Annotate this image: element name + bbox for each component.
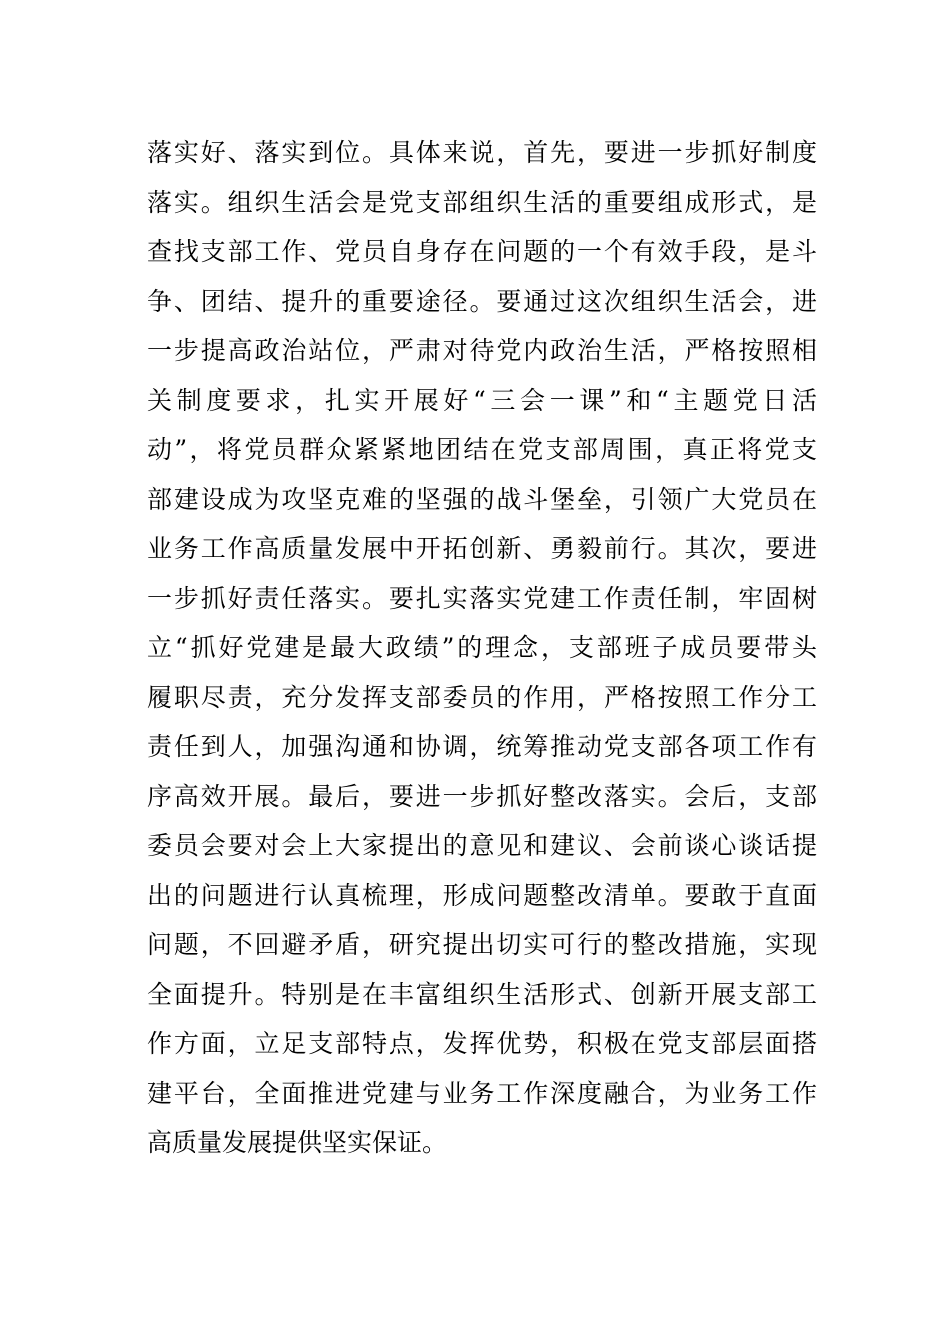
body-paragraph — [147, 128, 817, 1168]
text-line: 一步抓好责任落实。要扎实落实党建工作责任制，牢固树 — [147, 583, 817, 613]
text-line: 落实。组织生活会是党支部组织生活的重要组成形式，是 — [147, 187, 817, 217]
text-line: 关制度要求，扎实开展好“三会一课”和“主题党日活 — [147, 385, 817, 415]
text-line: 作方面，立足支部特点，发挥优势，积极在党支部层面搭 — [147, 1029, 817, 1058]
text-line: 争、团结、提升的重要途径。要通过这次组织生活会，进 — [147, 286, 817, 316]
text-line: 出的问题进行认真梳理，形成问题整改清单。要敢于直面 — [147, 880, 817, 910]
text-line: 业务工作高质量发展中开拓创新、勇毅前行。其次，要进 — [147, 534, 817, 563]
text-line: 建平台，全面推进党建与业务工作深度融合，为业务工作 — [147, 1078, 817, 1108]
text-line: 查找支部工作、党员自身存在问题的一个有效手段，是斗 — [147, 237, 817, 266]
text-line: 部建设成为攻坚克难的坚强的战斗堡垒，引领广大党员在 — [147, 484, 817, 514]
text-line: 委员会要对会上大家提出的意见和建议、会前谈心谈话提 — [147, 831, 817, 860]
text-line: 序高效开展。最后，要进一步抓好整改落实。会后，支部 — [147, 781, 817, 811]
text-line: 问题，不回避矛盾，研究提出切实可行的整改措施，实现 — [147, 930, 817, 959]
text-line: 一步提高政治站位，严肃对待党内政治生活，严格按照相 — [147, 336, 817, 365]
text-line: 动”，将党员群众紧紧地团结在党支部周围，真正将党支 — [147, 435, 817, 464]
text-line: 全面提升。特别是在丰富组织生活形式、创新开展支部工 — [147, 979, 817, 1009]
text-line: 立“抓好党建是最大政绩”的理念，支部班子成员要带头 — [147, 633, 817, 662]
text-line: 责任到人，加强沟通和协调，统筹推动党支部各项工作有 — [147, 732, 817, 761]
text-line: 落实好、落实到位。具体来说，首先，要进一步抓好制度 — [147, 138, 817, 167]
text-line: 履职尽责，充分发挥支部委员的作用，严格按照工作分工 — [147, 682, 817, 712]
text-line-last: 高质量发展提供坚实保证。 — [147, 1128, 448, 1157]
